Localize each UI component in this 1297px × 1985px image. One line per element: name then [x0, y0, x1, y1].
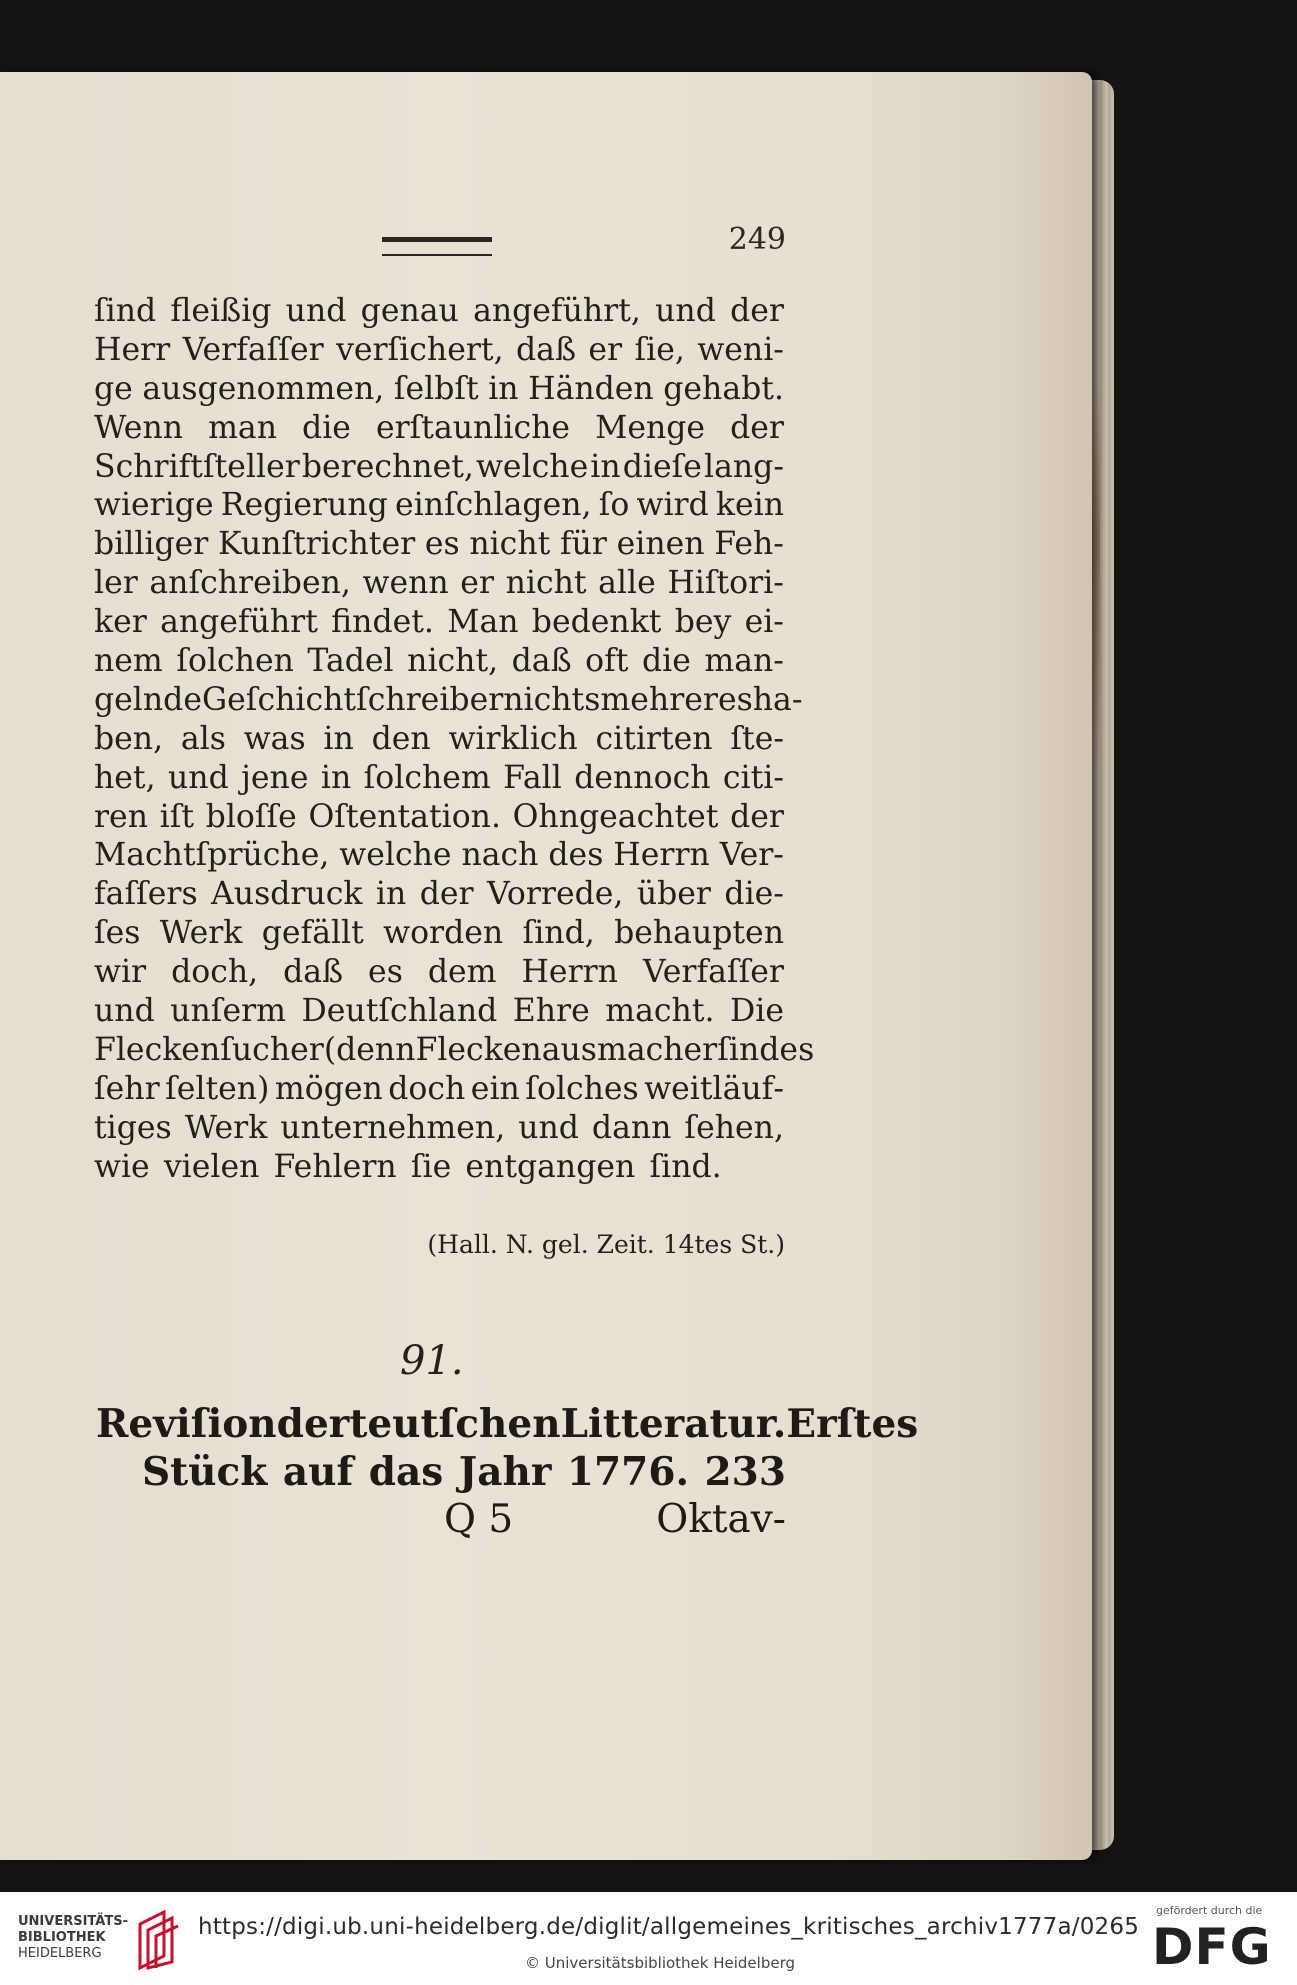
logo-line-3: HEIDELBERG	[18, 1946, 102, 1961]
text-line: ben, als was in den wirklich citirten ſte‑	[94, 720, 784, 757]
entry-title	[96, 1400, 919, 1544]
text-line: Machtſprüche, welche nach des Herrn Ver‑	[94, 837, 784, 874]
page-number: 249	[728, 222, 786, 257]
text-line: wie vielen Fehlern ſie entgangen ſind.	[94, 1148, 722, 1185]
text-line: het, und jene in ſolchem Fall dennoch citi‑	[94, 759, 784, 796]
text-line: wir doch, daß es dem Herrn Verfaſſer	[94, 954, 784, 991]
entry-title-line-2: Stück auf das Jahr 1776. 233	[142, 1449, 786, 1495]
text-line: Herr Verfaſſer verſichert, daß er ſie, weni‑	[94, 331, 784, 368]
text-line: ren iſt bloſſe Oſtentation. Ohngeachtet der	[94, 798, 784, 835]
text-line: tiges Werk unternehmen, und dann ſehen,	[94, 1109, 784, 1146]
text-line: ge ausgenommen, ſelbſt in Händen gehabt.	[94, 370, 784, 407]
text-line: billiger Kunſtrichter es nicht für einen Feh‑	[94, 526, 784, 563]
text-line: Wenn man die erſtaunliche Menge der	[94, 409, 784, 446]
footer-bar	[0, 1892, 1297, 1985]
text-line: ler anſchreiben, wenn er nicht alle Hiſtori‑	[94, 565, 784, 602]
text-line: Schriftſteller berechnet, welche in dieſe lang‑	[94, 448, 784, 485]
text-line: ker angeführt findet. Man bedenkt bey ei‑	[94, 604, 784, 641]
source-citation: (Hall. N. gel. Zeit. 14tes St.)	[427, 1230, 785, 1259]
dfg-logo[interactable]: DFG	[1152, 1918, 1272, 1976]
library-logo-icon[interactable]	[134, 1906, 180, 1972]
text-line: faſſers Ausdruck in der Vorrede, über die‑	[94, 876, 784, 913]
text-line: ſehr ſelten) mögen doch ein ſolches weitläuf‑	[94, 1070, 784, 1107]
text-line: wierige Regierung einſchlagen, ſo wird kein	[94, 487, 784, 524]
body-text	[94, 292, 815, 1186]
entry-title-line-1: Reviſion der teutſchen Litteratur. Erſtes	[96, 1401, 919, 1447]
text-line: Fleckenſucher (denn Fleckenausmacher ſind es	[94, 1031, 815, 1068]
logo-line-2: BIBLIOTHEK	[18, 1930, 106, 1945]
copyright-text: © Universitätsbibliothek Heidelberg	[525, 1954, 796, 1972]
header-rule	[382, 237, 492, 256]
entry-title-line-3	[96, 1496, 786, 1544]
permalink-url[interactable]: https://digi.ub.uni-heidelberg.de/diglit/allgemeines_kritisches_archiv1777a/0265	[198, 1914, 1140, 1940]
catchword: Oktav‑	[656, 1497, 786, 1542]
text-line: gelnde Geſchichtſchreiber nichts mehreres ha‑	[94, 681, 803, 718]
library-logo-text[interactable]	[18, 1914, 133, 1962]
text-line: ſind fleißig und genau angeführt, und der	[94, 293, 784, 329]
text-line: nem ſolchen Tadel nicht, daß oft die man‑	[94, 643, 784, 680]
signature-mark: Q 5	[444, 1497, 514, 1542]
text-line: ſes Werk gefällt worden ſind, behaupten	[94, 915, 784, 952]
entry-number: 91.	[400, 1338, 464, 1384]
text-line: und unſerm Deutſchland Ehre macht. Die	[94, 993, 784, 1030]
funded-by-text: gefördert durch die	[1156, 1904, 1263, 1917]
logo-line-1: UNIVERSITÄTS-	[18, 1914, 128, 1929]
